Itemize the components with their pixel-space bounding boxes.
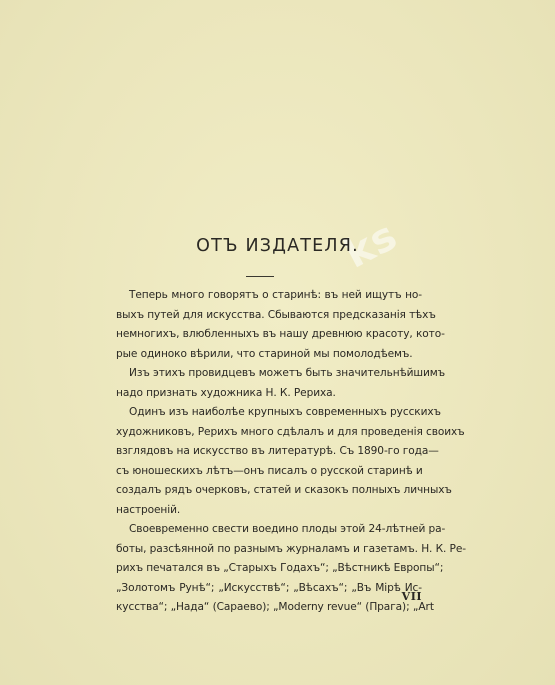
text-line: рихъ печатался въ „Старыхъ Годахъ“; „Вѣстникѣ Европы“; bbox=[116, 562, 444, 574]
text-line: создалъ рядъ очерковъ, статей и сказокъ полныхъ личныхъ bbox=[116, 484, 452, 496]
text-line: выхъ путей для искусства. Сбываются предсказанія тѣхъ bbox=[116, 308, 436, 321]
text-line: Одинъ изъ наиболѣе крупныхъ современныхъ русскихъ bbox=[129, 406, 441, 418]
text-line: настроеній. bbox=[116, 503, 181, 516]
text-line: съ юношескихъ лѣтъ—онъ писалъ о русской старинѣ и bbox=[116, 464, 423, 477]
text-line: кусства“; „Нада“ (Сараево); „Moderny revue“ (Прага); „Art bbox=[116, 601, 434, 613]
text-line: рые одиноко вѣрили, что стариной мы помолодѣемъ. bbox=[116, 347, 413, 360]
page-number: VII bbox=[401, 590, 422, 603]
text-line: Изъ этихъ провидцевъ можетъ быть значительнѣйшимъ bbox=[129, 367, 446, 379]
text-line: художниковъ, Рерихъ много сдѣлалъ и для проведенія своихъ bbox=[116, 425, 465, 438]
text-line: боты, разсѣянной по разнымъ журналамъ и газетамъ. Н. К. Ре- bbox=[116, 542, 466, 555]
page-title: ОТЪ ИЗДАТЕЛЯ. bbox=[196, 236, 359, 256]
text-line: „Золотомъ Рунѣ“; „Искусствѣ“; „Вѣсахъ“; „Въ Мірѣ Ис- bbox=[116, 581, 422, 594]
text-line: взглядовъ на искусство въ литературѣ. Съ 1890-го года— bbox=[116, 445, 439, 457]
watermark: ks bbox=[337, 212, 406, 278]
text-line: Своевременно свести воедино плоды этой 24-лѣтней ра- bbox=[129, 523, 446, 535]
title-divider bbox=[246, 276, 274, 277]
text-line: надо признать художника Н. К. Рериха. bbox=[116, 386, 336, 399]
text-line: Теперь много говорятъ о старинѣ: въ ней ищутъ но- bbox=[129, 289, 422, 301]
body-text bbox=[116, 286, 466, 618]
text-line: немногихъ, влюбленныхъ въ нашу древнюю красоту, кото- bbox=[116, 328, 445, 340]
